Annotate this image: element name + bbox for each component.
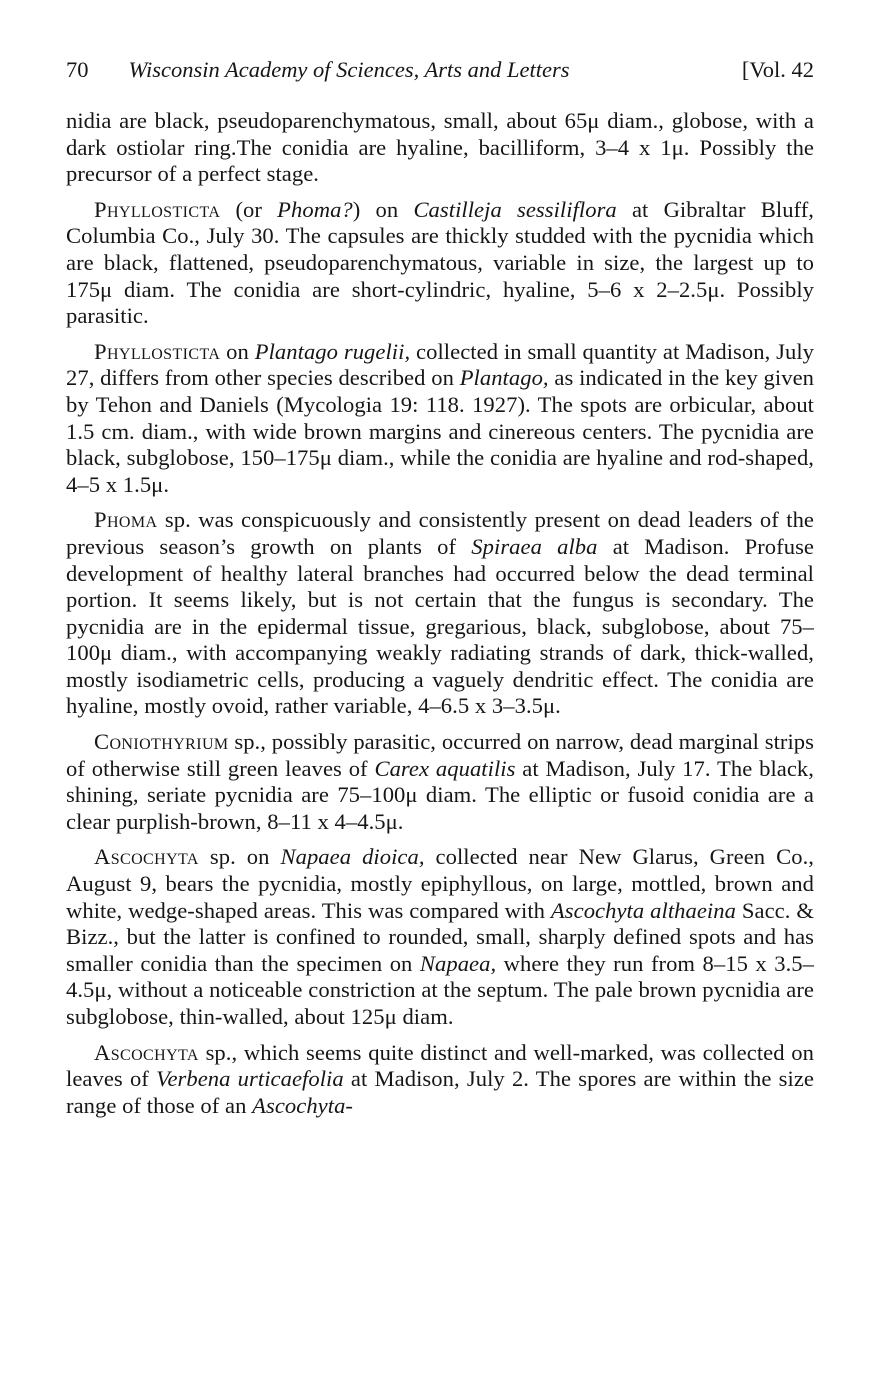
text-run: sp. on [198,844,281,870]
text-run: Sacc. & Bizz., but the latter is confined to rounded, small, sharply defined spots and has smaller conidia than the specimen on [66,897,814,976]
text-run: (or [220,196,278,222]
text-run: sp., possibly parasitic, occurred on narrow, dead marginal strips of otherwise still green leaves of [66,729,814,781]
text-run: collected in small quantity at Madison, July 27, differs from other species described on [66,338,815,391]
genus-name: Ascochyta [94,844,199,870]
body-text [66,108,814,1119]
paragraph [66,507,814,720]
text-run: ) on [352,196,414,222]
paragraph [66,339,814,499]
genus-name: Ascochyta [94,1039,199,1065]
text-run: at Gibraltar Bluff, Columbia Co., July 30. The capsules are thickly studded with the pycnidia which are black, flattened, pseudoparenchymatous, variable in size, the largest up to 175μ diam. The conidia are short-cylindric, hyaline, 5–6 x 2–2.5μ. Possibly parasitic. [66,196,814,329]
italic-taxon: Phoma? [277,196,353,222]
text-run: sp. was conspicuously and consistently present on dead leaders of the previous season’s growth on plants of [66,507,814,559]
paragraph [66,844,814,1030]
text-run: collected near New Glarus, Green Co., August 9, bears the pycnidia, mostly epiphyllous, on large, mottled, brown and white, wedge-shaped areas. This was compared with [66,844,814,923]
text-run: sp., which seems quite distinct and well-marked, was collected on leaves of [66,1039,814,1092]
text-run: at Madison, July 17. The black, shining, seriate pycnidia are 75–100μ diam. The elliptic or fusoid conidia are a clear purplish-brown, 8–11 x 4–4.5μ. [66,755,814,834]
paragraph [66,1040,814,1120]
italic-taxon: Plantago rugelii, [254,338,411,364]
italic-taxon: Ascochyta althaeina [550,897,736,923]
journal-title: Wisconsin Academy of Sciences, Arts and Letters [128,57,570,82]
volume-label: [Vol. 42 [741,57,814,82]
genus-name: Phyllosticta [94,338,221,364]
italic-taxon: Napaea dioica, [280,844,425,870]
italic-taxon: Verbena urticaefolia [156,1066,344,1092]
italic-taxon: Plantago, [459,365,549,391]
genus-name: Phoma [94,507,158,533]
italic-taxon: Spiraea alba [471,533,598,559]
genus-name: Phyllosticta [94,196,221,222]
paragraph [66,108,814,188]
page [66,54,814,1128]
italic-taxon: Carex aquatilis [374,755,516,781]
paragraph [66,729,814,835]
text-run: as indicated in the key given by Tehon and Daniels (Mycologia 19: 118. 1927). The spots are orbicular, about 1.5 cm. diam., with wide brown margins and cinereous centers. The pycnidia are black, subglobose, 150–175μ diam., while the conidia are hyaline and rod-shaped, 4–5 x 1.5μ. [66,365,814,497]
text-run: where they run from 8–15 x 3.5–4.5μ, without a noticeable constriction at the septum. The pale brown pycnidia are subglobose, thin-walled, about 125μ diam. [66,950,814,1029]
italic-taxon: Castilleja sessiliflora [413,196,617,222]
italic-taxon: Ascochyta- [252,1092,353,1118]
paragraph [66,197,814,330]
genus-name: Coniothyrium [94,729,229,755]
text-run: on [220,338,255,364]
italic-taxon: Napaea, [419,950,497,976]
text-run: at Madison. Profuse development of healthy lateral branches had occurred below the dead terminal portion. It seems likely, but is not certain that the fungus is secondary. The pycnidia are in the epidermal tissue, gregarious, black, subglobose, about 75–100μ diam., with accompanying weakly radiating strands of dark, thick-walled, mostly isodiametric cells, producing a vaguely dendritic effect. The conidia are hyaline, mostly ovoid, rather variable, 4–6.5 x 3–3.5μ. [66,533,815,719]
text-run: nidia are black, pseudoparenchymatous, small, about 65μ diam., globose, with a dark ostiolar ring.The conidia are hyaline, bacilliform, 3–4 x 1μ. Possibly the precursor of a perfect stage. [66,108,814,187]
running-head [66,54,814,86]
page-number: 70 [66,57,89,82]
text-run: at Madison, July 2. The spores are within the size range of those of an [66,1066,814,1118]
